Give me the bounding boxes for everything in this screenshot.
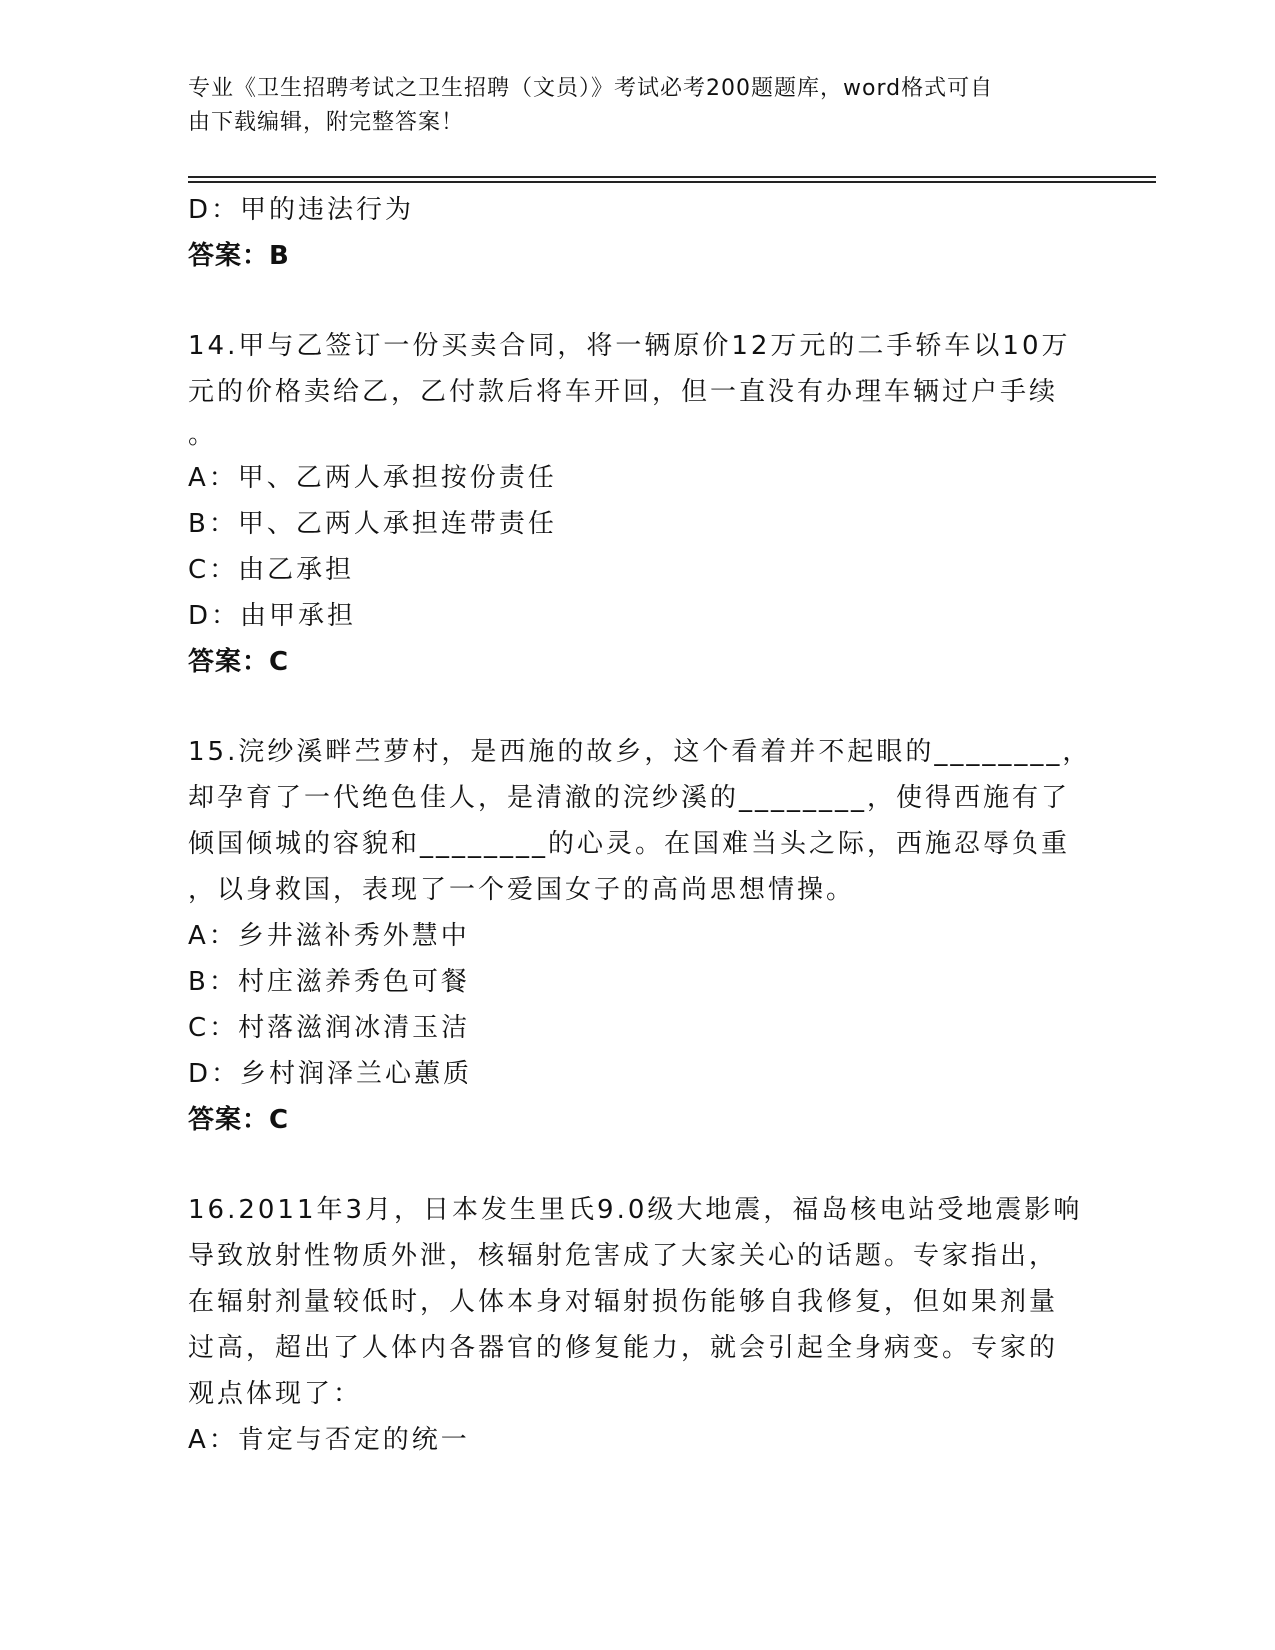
spacer (188, 685, 1088, 729)
answer: 答案：B (188, 241, 290, 271)
question-14 (188, 323, 1088, 685)
question-text-line: 却孕育了一代绝色佳人，是清澈的浣纱溪的________，使得西施有了 (188, 783, 1071, 813)
answer: 答案：C (188, 1105, 290, 1135)
question-text-line: ，以身救国，表现了一个爱国女子的高尚思想情操。 (188, 875, 856, 905)
question-text-line: 观点体现了： (188, 1379, 363, 1409)
question-text-line: 15.浣纱溪畔苎萝村，是西施的故乡，这个看着并不起眼的________， (188, 737, 1092, 767)
option-c: C：村落滋润冰清玉洁 (188, 1013, 471, 1043)
document-header (188, 72, 1068, 140)
question-text-line: 16.2011年3月，日本发生里氏9.0级大地震，福岛核电站受地震影响 (188, 1195, 1083, 1225)
option-c: C：由乙承担 (188, 555, 355, 585)
option-b: B：村庄滋养秀色可餐 (188, 967, 470, 997)
answer: 答案：C (188, 647, 290, 677)
question-13-tail (188, 187, 1088, 279)
option-d: D：甲的违法行为 (188, 195, 415, 225)
option-a: A：甲、乙两人承担按份责任 (188, 463, 557, 493)
option-a: A：肯定与否定的统一 (188, 1425, 470, 1455)
question-text-line: 导致放射性物质外泄，核辐射危害成了大家关心的话题。专家指出， (188, 1241, 1059, 1271)
spacer (188, 1143, 1088, 1187)
spacer (188, 279, 1088, 323)
option-d: D：由甲承担 (188, 601, 357, 631)
header-divider-top (188, 176, 1156, 178)
option-b: B：甲、乙两人承担连带责任 (188, 509, 557, 539)
question-text-line: 14.甲与乙签订一份买卖合同，将一辆原价12万元的二手轿车以10万 (188, 331, 1071, 361)
header-divider-bottom (188, 181, 1156, 183)
option-d: D：乡村润泽兰心蕙质 (188, 1059, 473, 1089)
question-16 (188, 1187, 1088, 1463)
question-text-line: 。 (188, 420, 218, 450)
question-text-line: 在辐射剂量较低时，人体本身对辐射损伤能够自我修复，但如果剂量 (188, 1287, 1059, 1317)
question-text-line: 倾国倾城的容貌和________的心灵。在国难当头之际，西施忍辱负重 (188, 829, 1071, 859)
header-line-1: 专业《卫生招聘考试之卫生招聘（文员）》考试必考200题题库，word格式可自 (188, 76, 994, 101)
header-line-2: 由下载编辑，附完整答案！ (188, 110, 465, 135)
document-body (188, 187, 1092, 1463)
question-text-line: 过高，超出了人体内各器官的修复能力，就会引起全身病变。专家的 (188, 1333, 1059, 1363)
question-text-line: 元的价格卖给乙，乙付款后将车开回，但一直没有办理车辆过户手续 (188, 377, 1059, 407)
option-a: A：乡井滋补秀外慧中 (188, 921, 470, 951)
question-15 (188, 729, 1092, 1143)
